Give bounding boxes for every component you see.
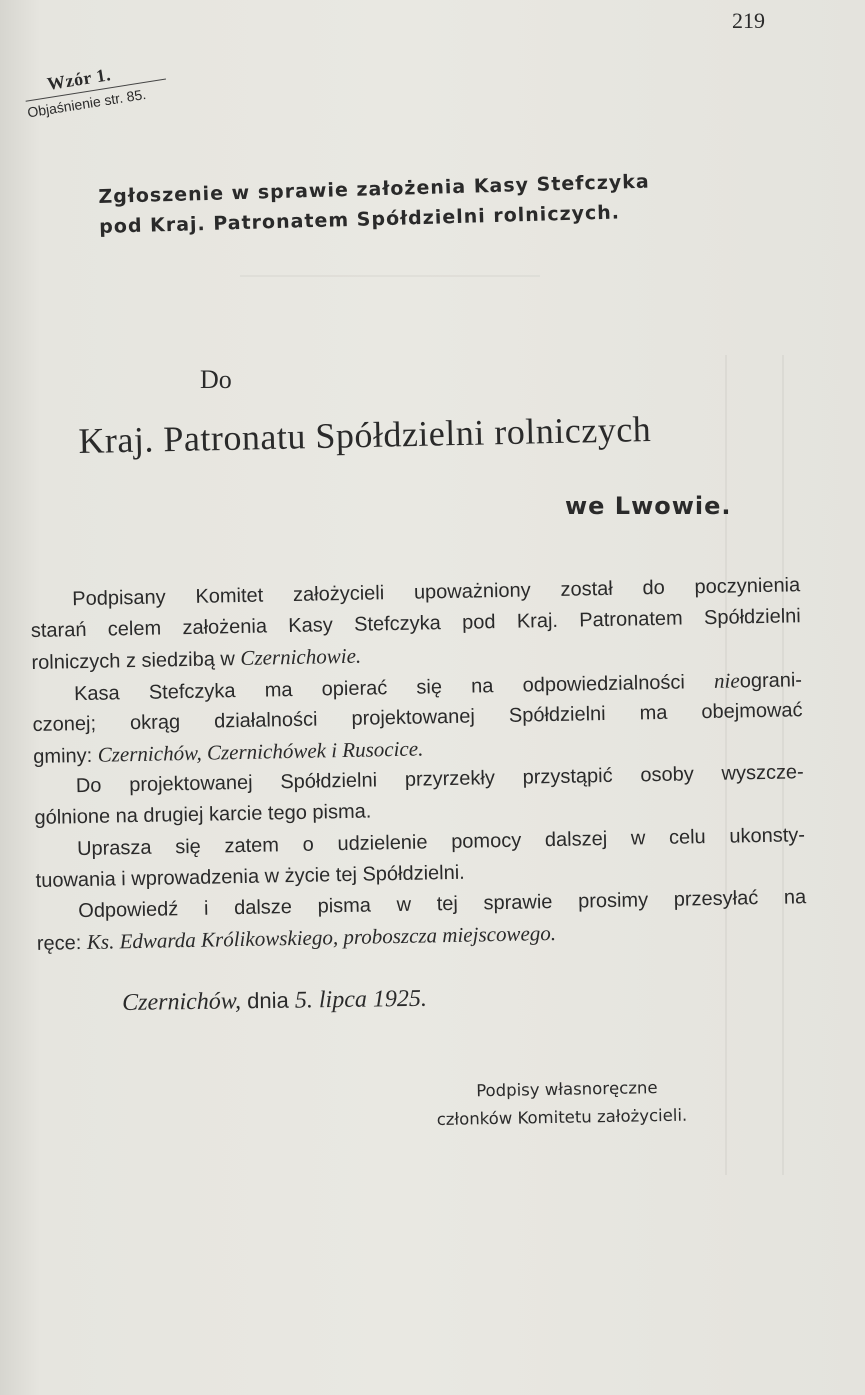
date-place: Czernichów,	[122, 988, 242, 1016]
heading-line-2: pod Kraj. Patronatem Spółdzielni rolniczych.	[98, 201, 621, 238]
bleed-through-shadow	[240, 235, 540, 277]
body-text: ręce:	[36, 932, 82, 955]
form-label	[22, 53, 187, 121]
emphasis-word	[714, 669, 802, 693]
signature-line-2: członków Komitetu założycieli.	[436, 1105, 688, 1129]
place-name: Czernichowie.	[240, 644, 362, 671]
addressee-city: we Lwowie.	[565, 492, 732, 520]
body-line: Do projektowanej Spółdzielni przyrzekły przystąpić osoby wyszcze-	[75, 761, 804, 798]
recipient-name: Ks. Edwarda Królikowskiego, proboszcza miejscowego.	[86, 921, 557, 955]
signature-block	[436, 1072, 757, 1134]
body-line: czonej; okrąg działalności projektowanej Spółdzielni ma obejmować	[32, 698, 803, 736]
heading-line-1: Zgłoszenie w sprawie założenia Kasy Stefczyka	[98, 170, 650, 208]
body-line: Uprasza się zatem o udzielenie pomocy dalszej w celu ukonsty-	[76, 823, 806, 860]
date-text: dnia	[247, 987, 289, 1014]
page-number: 219	[732, 8, 765, 33]
body-line: starań celem założenia Kasy Stefczyka pod Kraj. Patronatem Spółdzielni	[30, 605, 801, 643]
body-line: Odpowiedź i dalsze pisma w tej sprawie prosimy przesyłać na	[78, 886, 807, 923]
body-line: Podpisany Komitet założycieli upoważniony został do poczynienia	[72, 574, 801, 611]
form-title: Wzór 1.	[45, 64, 113, 94]
letter-body	[30, 570, 807, 959]
body-text: gminy:	[33, 744, 93, 768]
form-reference: Objaśnienie str. 85.	[26, 85, 148, 121]
date-line	[122, 986, 427, 1017]
place-names: Czernichów, Czernichówek i Rusocice.	[97, 736, 424, 767]
salutation: Do	[200, 365, 232, 394]
addressee: Kraj. Patronatu Spółdzielni rolniczych	[78, 409, 652, 461]
body-text: ograni-	[739, 668, 803, 692]
date-value: 5. lipca 1925.	[294, 985, 428, 1014]
body-text: Kasa Stefczyka ma opierać się na odpowiedzialności	[73, 671, 686, 705]
body-line: gólnione na drugiej karcie tego pisma.	[34, 800, 372, 830]
body-line: tuowania i wprowadzenia w życie tej Spółdzielni.	[35, 861, 465, 892]
document-heading	[98, 166, 689, 242]
emphasis-prefix: nie	[713, 667, 740, 693]
body-text: rolniczych z siedzibą w	[31, 648, 236, 675]
signature-line-1: Podpisy własnoręczne	[476, 1078, 658, 1101]
